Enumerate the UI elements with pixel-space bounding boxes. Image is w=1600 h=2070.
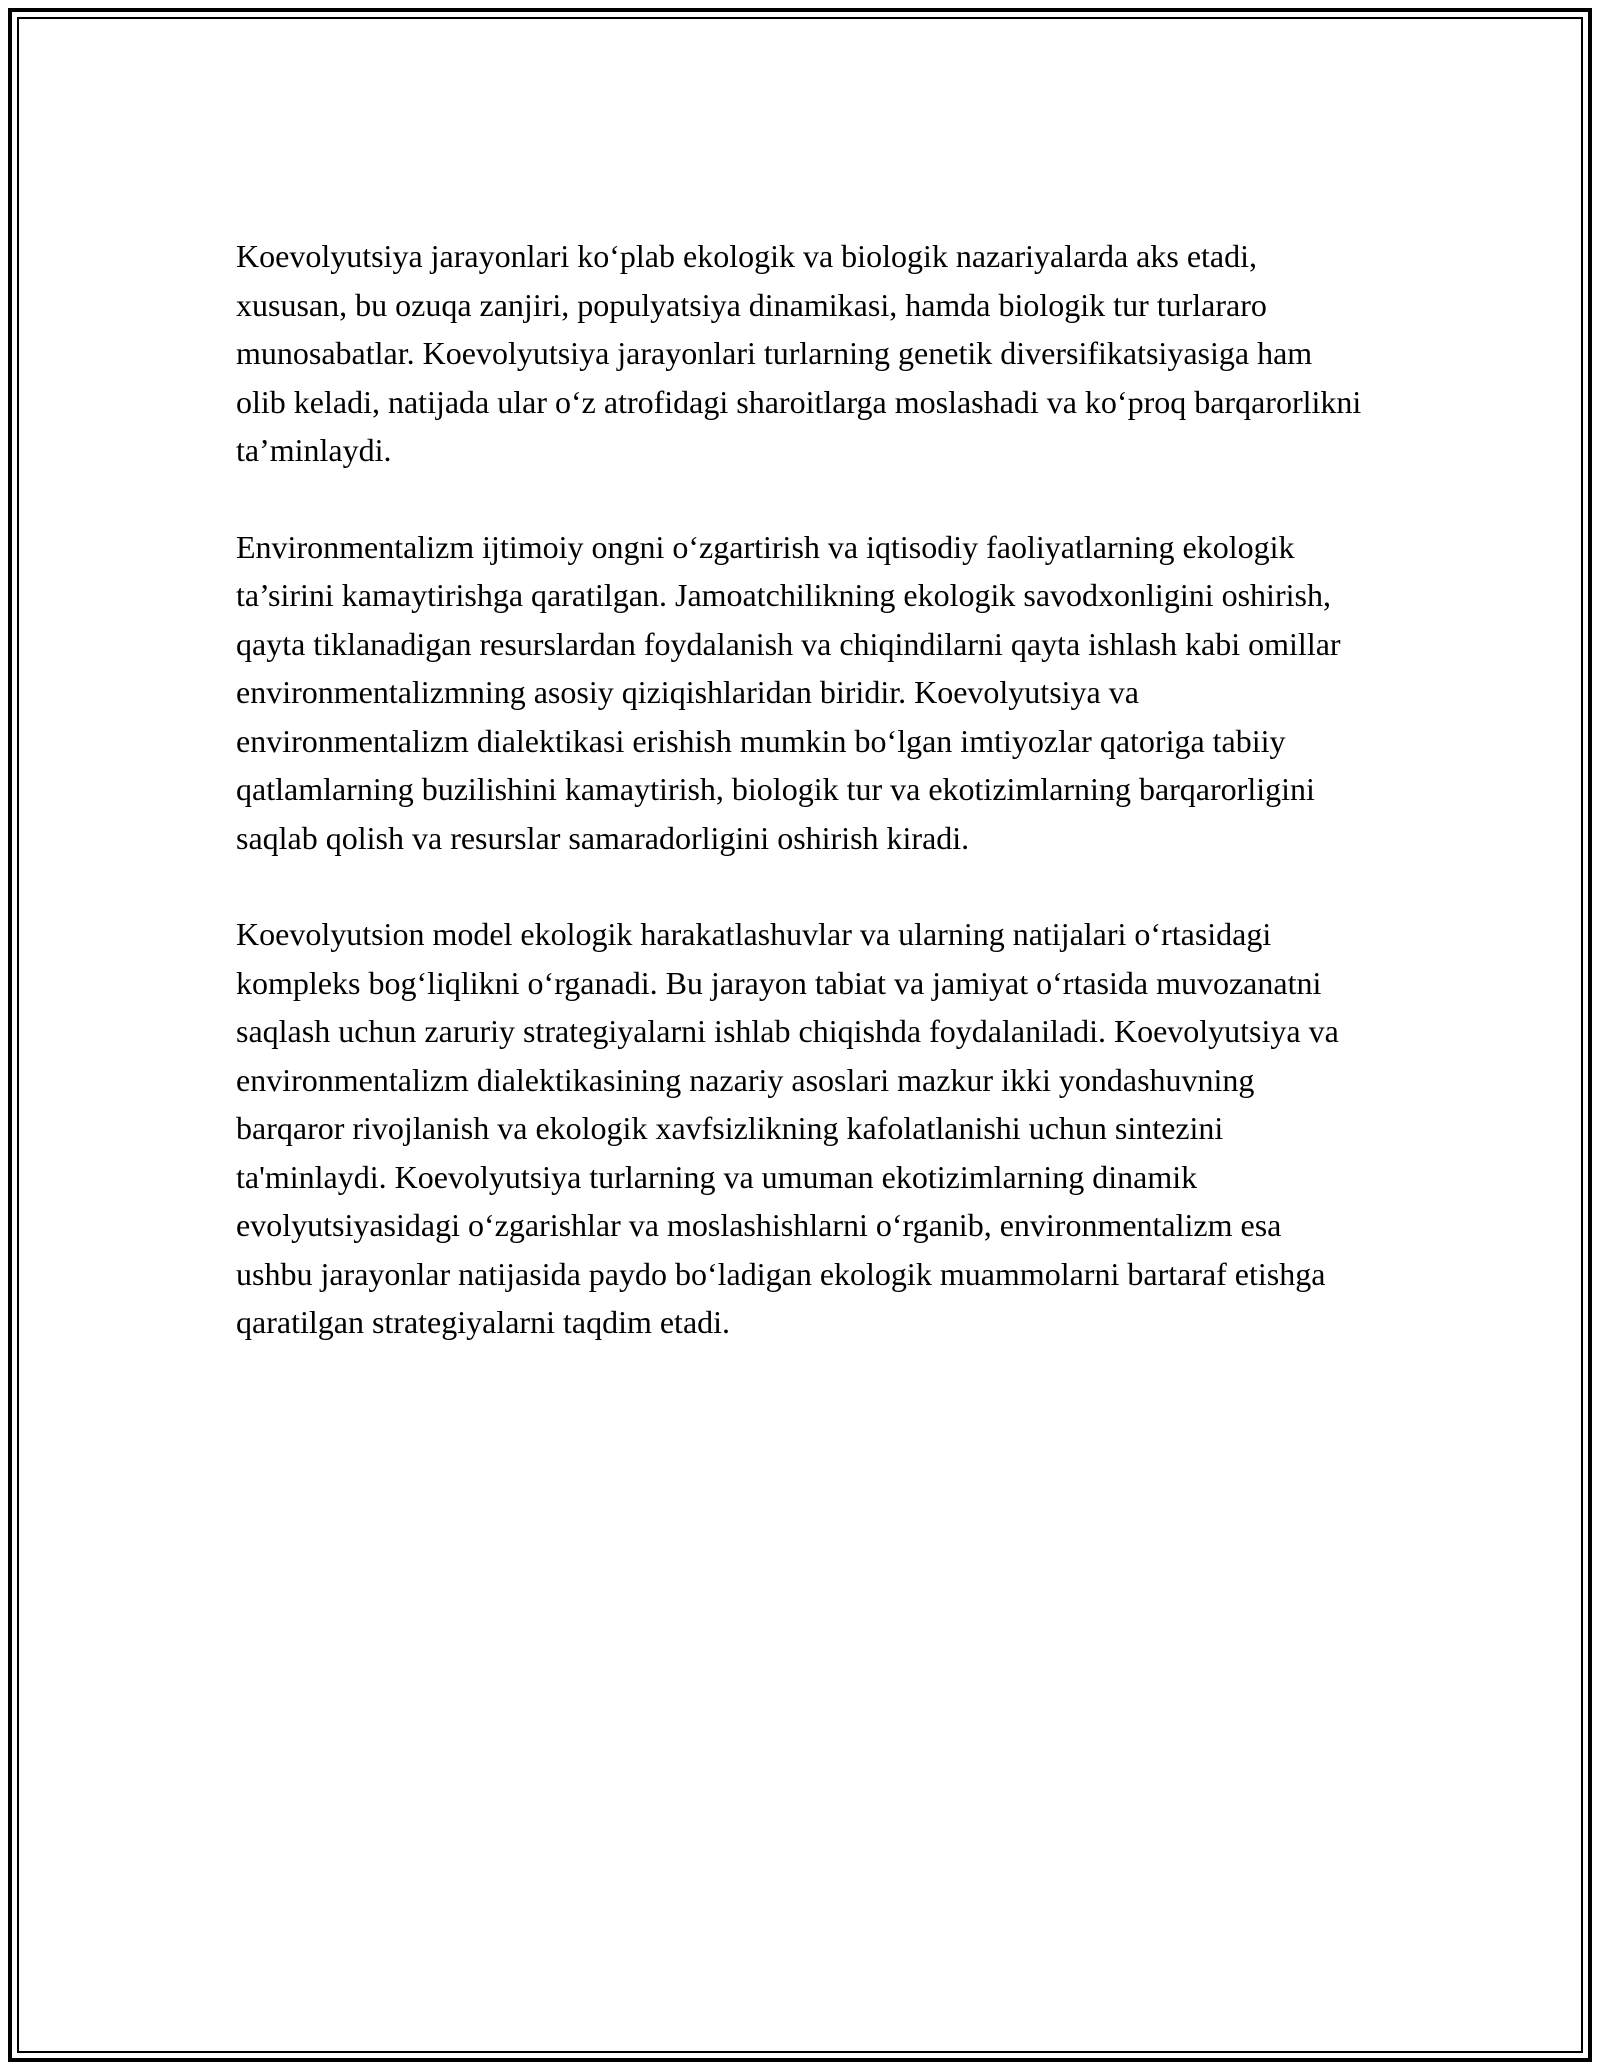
paragraph-1: Koevolyutsiya jarayonlari ko‘plab ekologik va biologik nazariyalarda aks etadi, xususan, bu ozuqa zanjiri, populyatsiya dinamikasi, hamda biologik tur turlararo munosabatlar. Koevolyutsiya jarayonlari turlarning genetik diversifikatsiyasiga ham olib keladi, natijada ular o‘z atrofidagi sharoitlarga moslashadi va ko‘proq barqarorlikni ta’minlaydi. <box>236 238 1362 468</box>
paragraph-2: Environmentalizm ijtimoiy ongni o‘zgartirish va iqtisodiy faoliyatlarning ekologik ta’sirini kamaytirishga qaratilgan. Jamoatchilikning ekologik savodxonligini oshirish, qayta tiklanadigan resurslardan foydalanish va chiqindilarni qayta ishlash kabi omillar environmentalizmning asosiy qiziqishlaridan biridir. Koevolyutsiya va environmentalizm dialektikasi erishish mumkin bo‘lgan imtiyozlar qatoriga tabiiy qatlamlarning buzilishini kamaytirish, biologik tur va ekotizimlarning barqarorligini saqlab qolish va resurslar samaradorligini oshirish kiradi. <box>236 528 1341 856</box>
paragraph-3: Koevolyutsion model ekologik harakatlashuvlar va ularning natijalari o‘rtasidagi kompleks bog‘liqlikni o‘rganadi. Bu jarayon tabiat va jamiyat o‘rtasida muvozanatni saqlash uchun zaruriy strategiyalarni ishlab chiqishda foydalaniladi. Koevolyutsiya va environmentalizm dialektikasining nazariy asoslari mazkur ikki yondashuvning barqaror rivojlanish va ekologik xavfsizlikning kafolatlanishi uchun sintezini ta'minlaydi. Koevolyutsiya turlarning va umuman ekotizimlarning dinamik evolyutsiyasidagi o‘zgarishlar va moslashishlarni o‘rganib, environmentalizm esa ushbu jarayonlar natijasida paydo bo‘ladigan ekologik muammolarni bartaraf etishga qaratilgan strategiyalarni taqdim etadi. <box>236 916 1339 1340</box>
document-body <box>236 232 1364 1395</box>
